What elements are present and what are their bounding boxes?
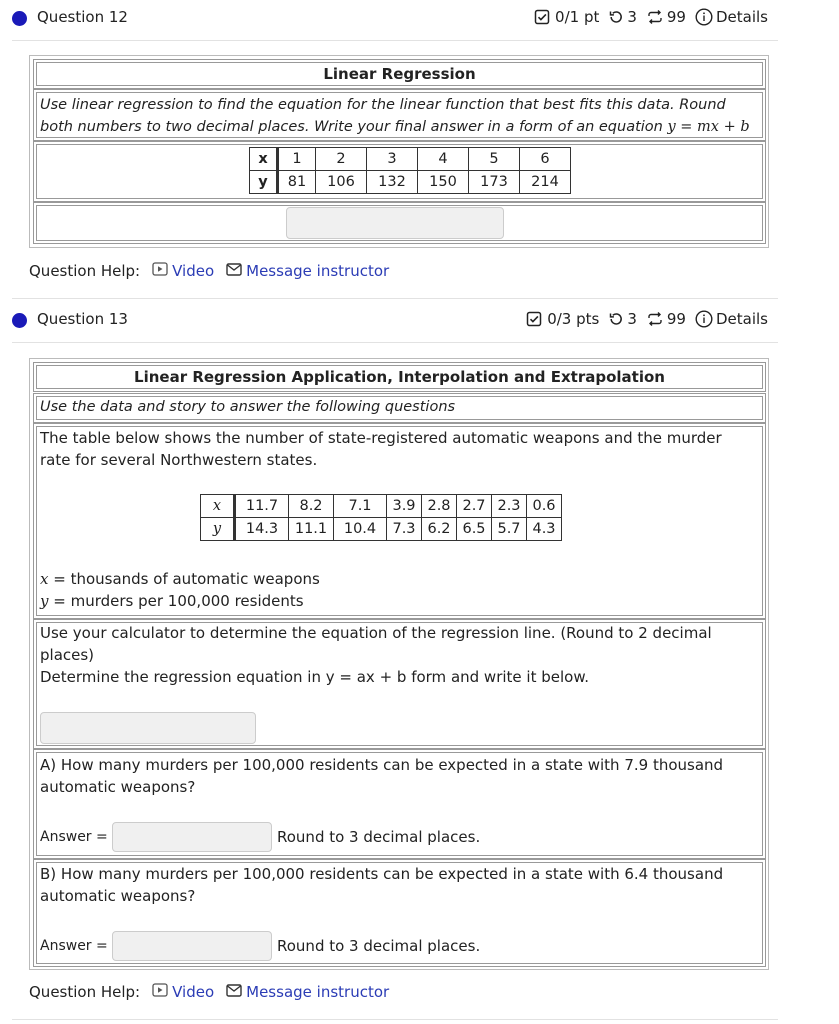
retry-count: 3 [627, 8, 637, 26]
question-status-dot [12, 313, 27, 328]
q13-part-b-box [33, 859, 766, 967]
question-title: Question 13 [37, 310, 128, 328]
q12-y-row [250, 171, 571, 194]
q13-part-a-answer-label: Answer = [40, 829, 108, 845]
q12-x-label: x [250, 148, 278, 171]
q12-equation-form: y = mx + b [667, 119, 750, 135]
question-13-header [12, 302, 778, 343]
question-help-label: Question Help: [29, 983, 141, 1001]
q13-x-def-text: = thousands of automatic weapons [48, 570, 320, 588]
video-label: Video [172, 262, 215, 280]
q13-part-a-round-note: Round to 3 decimal places. [277, 828, 481, 846]
q12-instruction [40, 94, 756, 138]
q12-x-cell: 5 [469, 148, 520, 171]
q13-data-table [200, 494, 562, 541]
question-meta [526, 310, 768, 328]
message-instructor-link[interactable] [226, 262, 389, 280]
info-icon [695, 310, 713, 328]
mail-icon [226, 262, 242, 280]
attempts-count: 99 [666, 8, 686, 26]
q13-x-row [201, 495, 562, 518]
q13-y-label: y [201, 518, 235, 541]
q12-heading: Linear Regression [323, 65, 476, 83]
q12-x-cell: 1 [278, 148, 316, 171]
video-label: Video [172, 983, 215, 1001]
q12-y-cell: 150 [418, 171, 469, 194]
q13-x-cell: 8.2 [289, 495, 334, 518]
q13-part-b-answer-label: Answer = [40, 938, 108, 954]
score-text: 0/1 pt [555, 8, 600, 26]
q13-heading: Linear Regression Application, Interpolation and Extrapolation [134, 368, 665, 386]
q13-x-cell: 2.3 [492, 495, 527, 518]
attempts-icon [646, 311, 664, 327]
q13-story-box [33, 423, 766, 619]
attempts-icon [646, 9, 664, 25]
q12-x-cell: 2 [316, 148, 367, 171]
q13-part-b-answer-input[interactable] [112, 931, 272, 961]
details-link[interactable] [695, 8, 768, 26]
question-help-label: Question Help: [29, 262, 141, 280]
q13-part-a-box [33, 749, 766, 859]
q13-part-b-question: B) How many murders per 100,000 residents can be expected in a state with 6.4 thousand automatic weapons? [40, 865, 724, 905]
q12-question-help [29, 262, 389, 280]
q13-y-cell: 6.2 [422, 518, 457, 541]
q13-x-cell: 7.1 [334, 495, 387, 518]
q13-y-cell: 5.7 [492, 518, 527, 541]
q13-x-cell: 0.6 [527, 495, 562, 518]
details-label: Details [715, 8, 768, 26]
q13-y-definition [40, 590, 304, 612]
q12-heading-box [33, 59, 766, 89]
q13-x-label: x [201, 495, 235, 518]
q12-table-box [33, 141, 766, 202]
q12-y-cell: 106 [316, 171, 367, 194]
q13-y-cell: 4.3 [527, 518, 562, 541]
q13-form-instruction: Determine the regression equation in y = ax + b form and write it below. [40, 668, 589, 686]
q13-subheading: Use the data and story to answer the following questions [40, 399, 456, 415]
q12-x-cell: 3 [367, 148, 418, 171]
q13-y-cell: 14.3 [235, 518, 289, 541]
q12-y-label: y [250, 171, 278, 194]
question-meta [534, 8, 768, 26]
question-status-dot [12, 11, 27, 26]
q13-calc-instruction: Use your calculator to determine the equation of the regression line. (Round to 2 decimal places) [40, 624, 712, 664]
mail-icon [226, 983, 242, 1001]
video-link[interactable] [152, 983, 214, 1001]
q13-x-cell: 2.8 [422, 495, 457, 518]
q13-x-definition [40, 568, 320, 590]
info-icon [695, 8, 713, 26]
question-12-header [12, 0, 778, 41]
score-checkbox-icon [534, 9, 550, 25]
q13-y-cell: 11.1 [289, 518, 334, 541]
q13-part-b-round-note: Round to 3 decimal places. [277, 937, 481, 955]
video-icon [152, 262, 168, 280]
video-icon [152, 983, 168, 1001]
question-divider [12, 1019, 778, 1020]
q13-y-cell: 7.3 [387, 518, 422, 541]
q13-subheading-box [33, 393, 766, 423]
q12-x-row [250, 148, 571, 171]
q13-y-def-text: = murders per 100,000 residents [48, 592, 304, 610]
q13-heading-box [33, 362, 766, 392]
q13-question-help [29, 983, 389, 1001]
message-label: Message instructor [246, 262, 390, 280]
q13-y-cell: 10.4 [334, 518, 387, 541]
retry-icon [608, 311, 624, 327]
q13-equation-box [33, 619, 766, 749]
details-link[interactable] [695, 310, 768, 328]
q13-x-cell: 11.7 [235, 495, 289, 518]
question-title: Question 12 [37, 8, 128, 26]
q13-x-cell: 2.7 [457, 495, 492, 518]
details-label: Details [715, 310, 768, 328]
q13-x-var: x [40, 570, 49, 588]
q13-equation-input[interactable] [40, 712, 256, 744]
q12-y-cell: 214 [520, 171, 571, 194]
q12-answer-box [33, 202, 766, 244]
q12-instruction-text: Use linear regression to find the equation for the linear function that best fits this data. Round both numbers to two decimal places. Write your final answer in a form of an equation [40, 97, 726, 135]
q12-x-cell: 6 [520, 148, 571, 171]
q12-answer-input[interactable] [286, 207, 504, 239]
video-link[interactable] [152, 262, 214, 280]
message-instructor-link[interactable] [226, 983, 389, 1001]
question-divider [12, 298, 778, 299]
score-text: 0/3 pts [547, 310, 600, 328]
retry-count: 3 [627, 310, 637, 328]
q13-y-var: y [40, 592, 49, 610]
message-label: Message instructor [246, 983, 390, 1001]
q13-y-row [201, 518, 562, 541]
attempts-count: 99 [666, 310, 686, 328]
q13-intro: The table below shows the number of state-registered automatic weapons and the murder rate for several Northwestern states. [40, 429, 722, 469]
q12-y-cell: 132 [367, 171, 418, 194]
q13-part-a-answer-input[interactable] [112, 822, 272, 852]
q13-y-cell: 6.5 [457, 518, 492, 541]
q12-instruction-box [33, 89, 766, 141]
q12-data-table [249, 147, 571, 194]
q13-x-cell: 3.9 [387, 495, 422, 518]
retry-icon [608, 9, 624, 25]
q12-y-cell: 173 [469, 171, 520, 194]
q13-part-a-question: A) How many murders per 100,000 residents can be expected in a state with 7.9 thousand automatic weapons? [40, 756, 724, 796]
q12-y-cell: 81 [278, 171, 316, 194]
q12-x-cell: 4 [418, 148, 469, 171]
score-checkbox-icon [526, 311, 542, 327]
